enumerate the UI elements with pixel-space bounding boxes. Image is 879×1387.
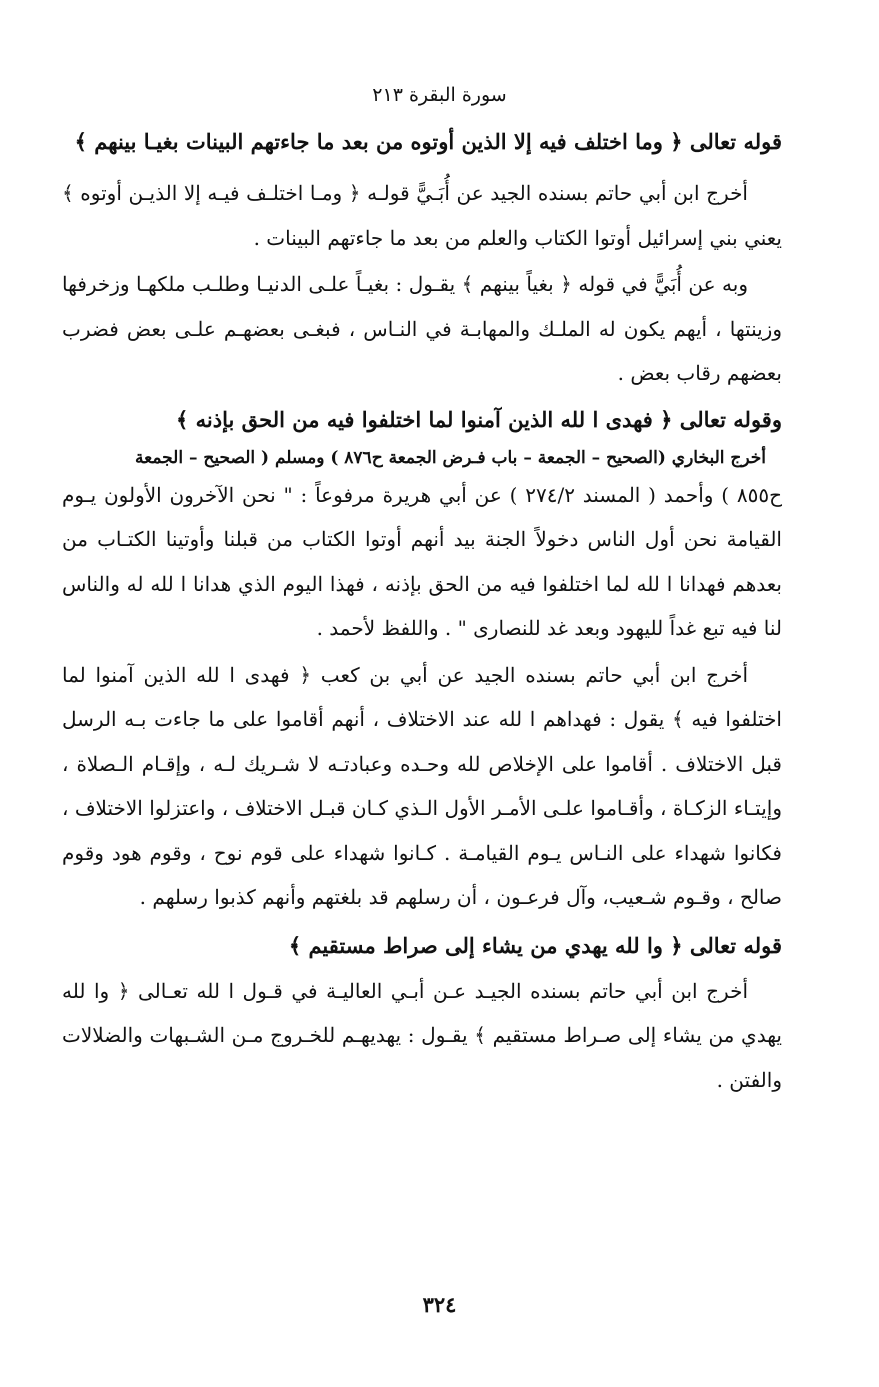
paragraph: أخرج ابن أبي حاتم بسنده الجيد عن أبي بن كعب ﴿ فهدى ا لله الذين آمنوا لما اختلفوا فيه ﴾ يقول : فهداهم ا لله عند الاختلاف ، أنهم أقاموا على ما جاءت بـه الرسل قبل الاختلاف . أقاموا على الإخلاص لله وحـده وعبادتـه لا شـريك لـه ، وإقـام الـصلاة ، وإيتـاء الزكـاة ، وأقـاموا علـى الأمـر الأول الـذي كـان قبـل الاختلاف ، واعتزلوا الاختلاف ، فكانوا شهداء على النـاس يـوم القيامـة . كـانوا شهداء على قوم نوح ، وقوم هود وقوم صالح ، وقـوم شـعيب، وآل فرعـون ، أن رسلهم قد بلغتهم وأنهم كذبوا رسلهم .	[62, 662, 782, 909]
running-header: سورة البقرة ٢١٣	[372, 84, 507, 106]
paragraph: أخرج ابن أبي حاتم بسنده الجيد عن أُبَـيًّ قولـه ﴿ ومـا اختلـف فيـه إلا الذيـن أوتوه ﴾ يعني بني إسرائيل أوتوا الكتاب والعلم من بعد ما جاءتهم البينات .	[62, 181, 782, 250]
verse-heading: قوله تعالى ﴿ وما اختلف فيه إلا الذين أوتوه من بعد ما جاءتهم البينات بغيـا بينهم ﴾	[74, 129, 782, 154]
hadith-citation: أخرج البخاري (الصحيح – الجمعة – باب فـرض الجمعة ح٨٧٦ ) ومسلم ( الصحيح – الجمعة	[135, 447, 766, 468]
paragraph: وبه عن أُبَيًّ في قوله ﴿ بغياً بينهم ﴾ يقـول : بغيـاً علـى الدنيـا وطلـب ملكهـا وزخرفها وزينتها ، أيهم يكون له الملـك والمهابـة في النـاس ، فبغـى بعضهـم علـى بعض فضرب بعضهم رقاب بعض .	[62, 272, 782, 385]
verse-heading: قوله تعالى ﴿ وا لله يهدي من يشاء إلى صراط مستقيم ﴾	[288, 932, 782, 958]
page-body	[62, 118, 782, 1102]
page-number: ٣٢٤	[422, 1292, 457, 1317]
paragraph: أخرج ابن أبي حاتم بسنده الجيـد عـن أبـي العاليـة في قـول ا لله تعـالى ﴿ وا لله يهدي من يشاء إلى صـراط مستقيم ﴾ يقـول : يهديهـم للخـروج مـن الشـبهات والضلالات والفتن .	[62, 978, 782, 1092]
verse-heading: وقوله تعالى ﴿ فهدى ا لله الذين آمنوا لما اختلفوا فيه من الحق بإذنه ﴾	[176, 406, 782, 432]
paragraph: ح٨٥٥ ) وأحمد ( المسند ٢٧٤/٢ ) عن أبي هريرة مرفوعاً : " نحن الآخرون الأولون يـوم القيامة نحن أول الناس دخولاً الجنة بيد أنهم أوتوا الكتاب من قبلنا وأوتينا الكتـاب من بعدهم فهدانا ا لله لما اختلفوا فيه من الحق بإذنه ، فهذا اليوم الذي هدانا ا لله له والناس لنا فيه تبع غداً لليهود وبعد غد للنصارى " . واللفظ لأحمد .	[62, 482, 782, 640]
